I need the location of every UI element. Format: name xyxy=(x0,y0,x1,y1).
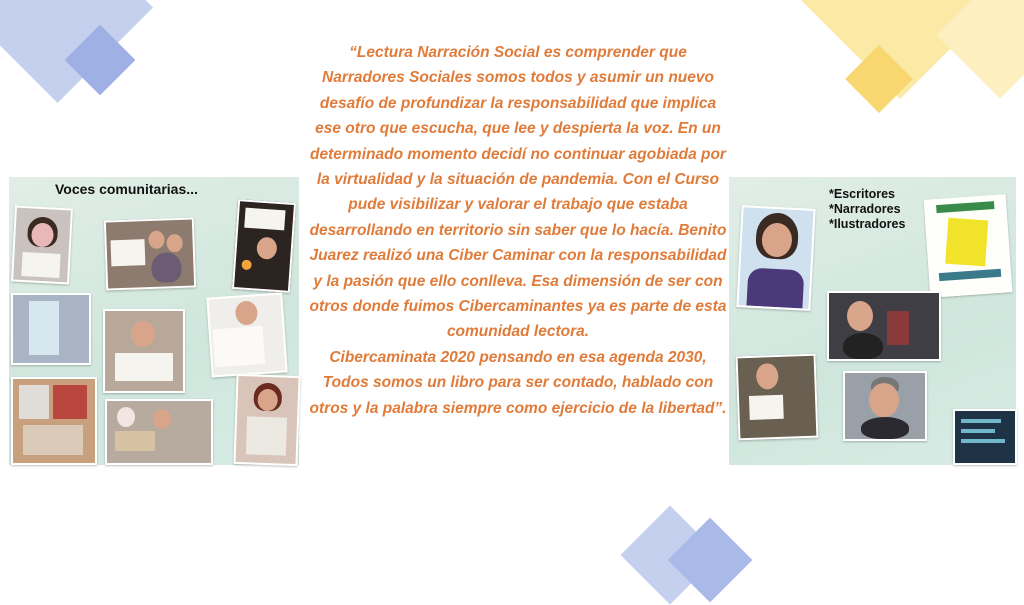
collage-photo xyxy=(232,199,296,293)
collage-title: Voces comunitarias... xyxy=(55,181,198,197)
collage-photo xyxy=(206,292,287,377)
collage-photo xyxy=(233,374,300,466)
collage-photo xyxy=(11,377,97,465)
community-voices-collage xyxy=(9,177,299,465)
collage-photo xyxy=(11,293,91,365)
collage-photo xyxy=(843,371,927,441)
collage-photo xyxy=(736,205,815,311)
testimonial-quote: “Lectura Narración Social es comprender que Narradores Sociales somos todos y asumir un nuevo desafío de profundizar la responsabilidad que implica ese otro que escucha, que lee y despierta la voz. En un determinado momento decidí no continuar agobiada por la virtualidad y la situación de pandemia. Con el Curso pude visibilizar y valorar el trabajo que estaba desarrollando en territorio sin saber que lo hacía. Benito Juarez realizó una Ciber Caminar con la responsabilidad y la pasión que ello conlleva. Esa dimensión de ser con otros donde fuimos Cibercaminantes ya es parte de esta comunidad lectora. Cibercaminata 2020 pensando en esa agenda 2030, Todos somos un libro para ser contado, hablado con otros y la palabra siempre como ejercicio de la libertad”. xyxy=(309,44,727,417)
collage-photo xyxy=(105,399,213,465)
collage-photo xyxy=(11,206,73,285)
collage-photo xyxy=(953,409,1017,465)
collage-photo xyxy=(827,291,941,361)
collage-photo xyxy=(736,354,819,441)
collage-photo xyxy=(104,217,196,290)
writers-narrators-collage xyxy=(729,177,1016,465)
collage-photo xyxy=(103,309,185,393)
collage-photo xyxy=(924,194,1013,297)
collage-title: *Escritores *Narradores *Ilustradores xyxy=(829,187,906,231)
